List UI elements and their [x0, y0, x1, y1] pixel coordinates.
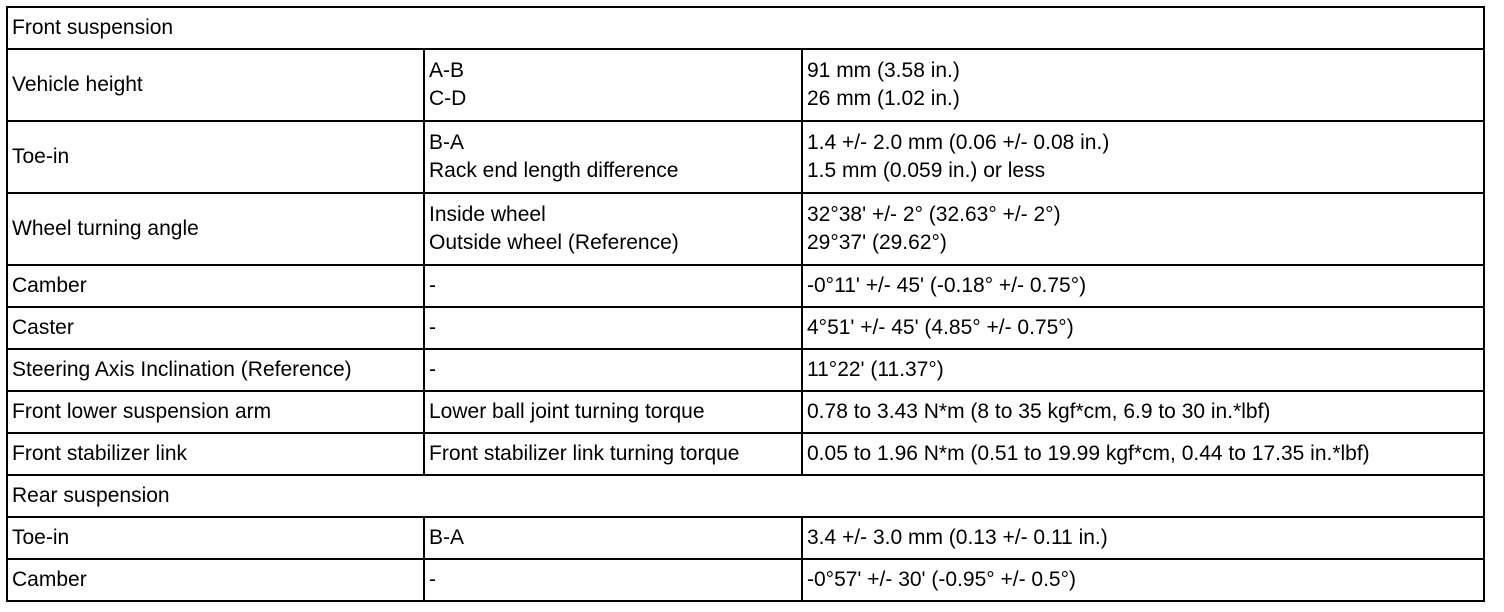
- section-header-row: [7, 7, 1484, 49]
- table-row: [7, 265, 1484, 307]
- item-cell: Toe-in: [7, 517, 424, 559]
- item-cell: Steering Axis Inclination (Reference): [7, 349, 424, 391]
- condition-cell: [424, 121, 802, 193]
- value-cell: -0°57' +/- 30' (-0.95° +/- 0.5°): [802, 559, 1484, 601]
- item-cell: Camber: [7, 265, 424, 307]
- condition-cell: B-A: [424, 517, 802, 559]
- value-cell: [802, 121, 1484, 193]
- section-header-row: [7, 475, 1484, 517]
- condition-line: Rack end length difference: [429, 159, 679, 182]
- table-row: [7, 307, 1484, 349]
- value-cell: [802, 49, 1484, 121]
- condition-cell: Front stabilizer link turning torque: [424, 433, 802, 475]
- value-cell: 3.4 +/- 3.0 mm (0.13 +/- 0.11 in.): [802, 517, 1484, 559]
- value-cell: 0.78 to 3.43 N*m (8 to 35 kgf*cm, 6.9 to 30 in.*lbf): [802, 391, 1484, 433]
- value-line: 1.5 mm (0.059 in.) or less: [807, 159, 1046, 182]
- section-title: Front suspension: [7, 7, 1484, 49]
- condition-cell: -: [424, 349, 802, 391]
- value-line: 1.4 +/- 2.0 mm (0.06 +/- 0.08 in.): [807, 131, 1110, 154]
- item-cell: Caster: [7, 307, 424, 349]
- value-cell: 4°51' +/- 45' (4.85° +/- 0.75°): [802, 307, 1484, 349]
- item-cell: Vehicle height: [7, 49, 424, 121]
- value-cell: 0.05 to 1.96 N*m (0.51 to 19.99 kgf*cm, 0.44 to 17.35 in.*lbf): [802, 433, 1484, 475]
- table-row: [7, 121, 1484, 193]
- value-cell: 11°22' (11.37°): [802, 349, 1484, 391]
- item-cell: Camber: [7, 559, 424, 601]
- condition-cell: [424, 49, 802, 121]
- value-cell: -0°11' +/- 45' (-0.18° +/- 0.75°): [802, 265, 1484, 307]
- table-row: [7, 433, 1484, 475]
- condition-cell: [424, 193, 802, 265]
- value-line: 32°38' +/- 2° (32.63° +/- 2°): [807, 203, 1061, 226]
- condition-line: A-B: [429, 59, 465, 82]
- condition-line: Inside wheel: [429, 203, 546, 226]
- suspension-spec-table: [6, 6, 1485, 602]
- condition-line: C-D: [429, 87, 467, 110]
- table-row: [7, 517, 1484, 559]
- condition-line: B-A: [429, 131, 465, 154]
- condition-cell: -: [424, 265, 802, 307]
- condition-line: Outside wheel (Reference): [429, 231, 679, 254]
- condition-cell: -: [424, 307, 802, 349]
- value-line: 91 mm (3.58 in.): [807, 59, 960, 82]
- value-line: 26 mm (1.02 in.): [807, 87, 960, 110]
- item-cell: Front lower suspension arm: [7, 391, 424, 433]
- value-line: 29°37' (29.62°): [807, 231, 947, 254]
- condition-cell: Lower ball joint turning torque: [424, 391, 802, 433]
- table-row: [7, 193, 1484, 265]
- item-cell: Front stabilizer link: [7, 433, 424, 475]
- table-row: [7, 391, 1484, 433]
- item-cell: Toe-in: [7, 121, 424, 193]
- section-title: Rear suspension: [7, 475, 1484, 517]
- table-row: [7, 349, 1484, 391]
- item-cell: Wheel turning angle: [7, 193, 424, 265]
- table-row: [7, 49, 1484, 121]
- condition-cell: -: [424, 559, 802, 601]
- table-row: [7, 559, 1484, 601]
- value-cell: [802, 193, 1484, 265]
